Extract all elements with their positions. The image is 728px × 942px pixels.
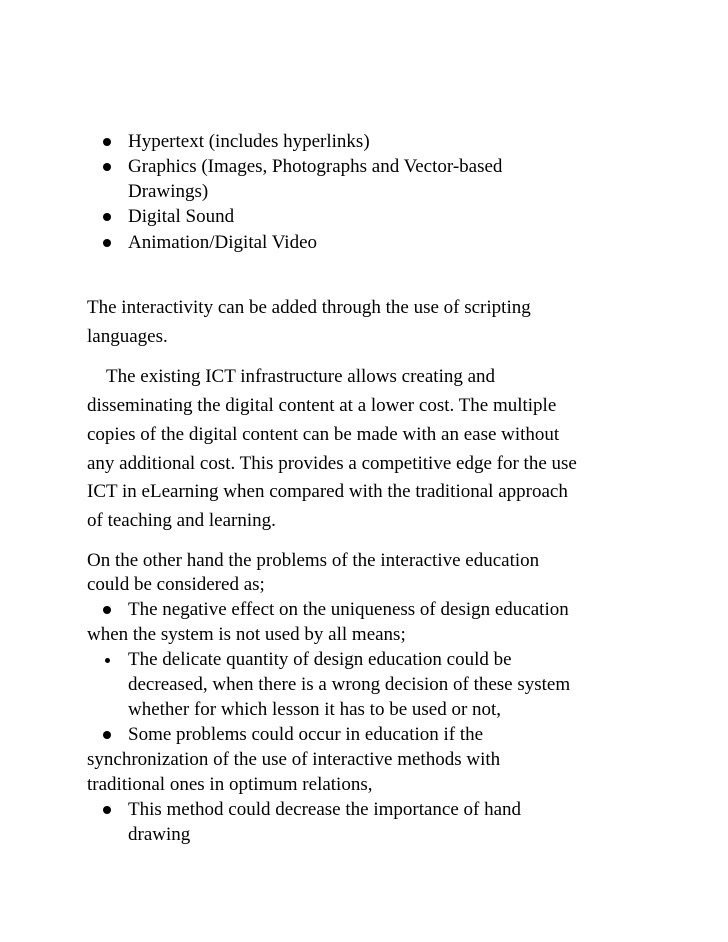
list-item-digital-sound: Digital Sound: [128, 206, 235, 227]
bullet-dot: [105, 658, 110, 663]
bullet-dot: [103, 213, 111, 221]
list-item-animation: Animation/Digital Video: [128, 232, 318, 253]
paragraph-line: The interactivity can be added through the use of scripting: [87, 297, 531, 318]
paragraph-line: languages.: [87, 326, 168, 347]
paragraph-line: copies of the digital content can be made with an ease without: [87, 424, 560, 445]
list-item-line: synchronization of the use of interactive methods with: [87, 749, 501, 770]
bullet-dot: [103, 731, 111, 739]
list-item-graphics-continued: Drawings): [128, 181, 209, 202]
paragraph-line: of teaching and learning.: [87, 510, 276, 531]
list-item-line: The delicate quantity of design education could be: [128, 649, 512, 670]
list-item-line: whether for which lesson it has to be used or not,: [128, 699, 502, 720]
bullet-dot: [103, 138, 111, 146]
list-item-graphics: Graphics (Images, Photographs and Vector-based: [128, 156, 503, 177]
list-item-line: The negative effect on the uniqueness of design education: [128, 599, 569, 620]
list-item-hypertext: Hypertext (includes hyperlinks): [128, 131, 370, 152]
list-item-line: decreased, when there is a wrong decision of these system: [128, 674, 571, 695]
bullet-dot: [103, 239, 111, 247]
list-item-line: traditional ones in optimum relations,: [87, 774, 373, 795]
list-item-line: This method could decrease the importance of hand: [128, 799, 522, 820]
list-item-line: Some problems could occur in education if the: [128, 724, 484, 745]
paragraph-line: any additional cost. This provides a competitive edge for the use: [87, 453, 577, 474]
bullet-dot: [103, 806, 111, 814]
bullet-dot: [103, 163, 111, 171]
paragraph-line: On the other hand the problems of the interactive education: [87, 550, 540, 571]
paragraph-line: could be considered as;: [87, 574, 265, 595]
paragraph-line: ICT in eLearning when compared with the traditional approach: [87, 481, 568, 502]
list-item-line: when the system is not used by all means;: [87, 624, 406, 645]
list-item-line: drawing: [128, 824, 191, 845]
paragraph-line: The existing ICT infrastructure allows creating and: [106, 366, 496, 387]
paragraph-line: disseminating the digital content at a lower cost. The multiple: [87, 395, 557, 416]
bullet-dot: [103, 606, 111, 614]
